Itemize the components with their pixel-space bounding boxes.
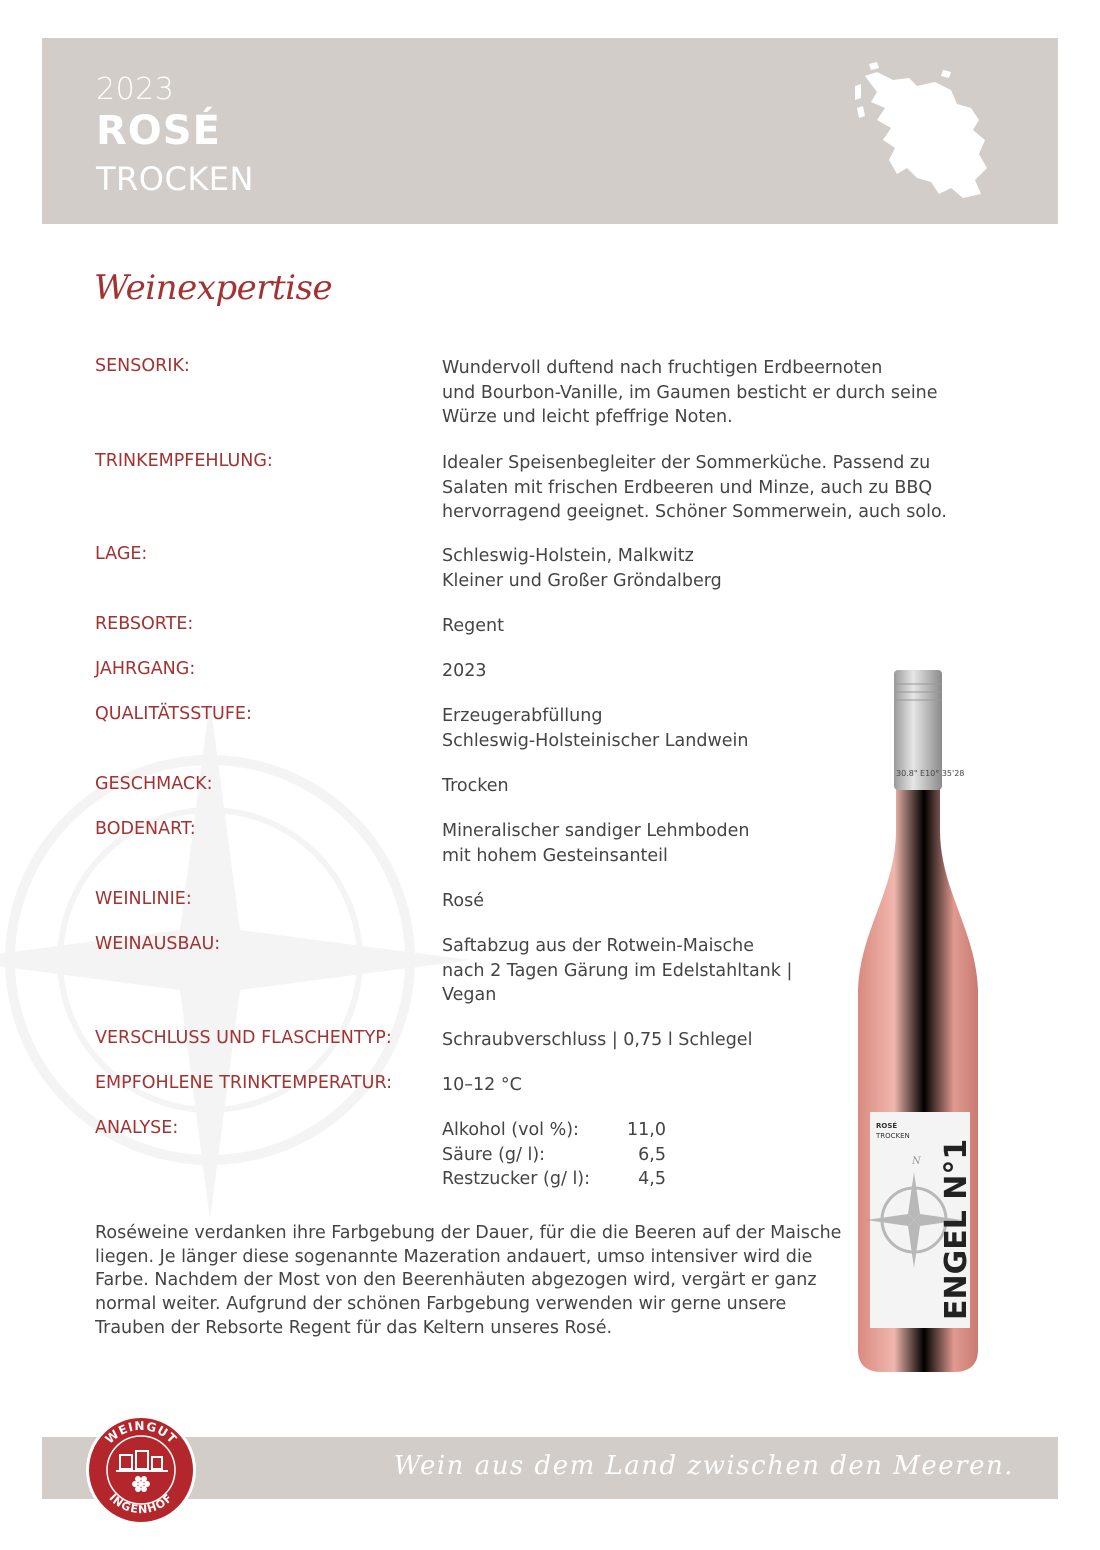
bottle-label-style: TROCKEN — [876, 1132, 910, 1140]
analysis-name: Alkohol (vol %): — [442, 1120, 579, 1140]
spec-label: REBSORTE: — [95, 614, 194, 634]
analysis-value: 11,0 — [627, 1120, 666, 1140]
spec-value: Rosé — [442, 891, 484, 911]
analysis-name: Restzucker (g/ l): — [442, 1169, 591, 1189]
spec-label: BODENART: — [95, 819, 196, 839]
spec-label: QUALITÄTSSTUFE: — [95, 704, 252, 724]
spec-value: Idealer Speisenbegleiter der Sommerküche. Passend zu Salaten mit frischen Erdbeeren und Minze, auch zu BBQ hervorragend geeignet. Schöner Sommerwein, auch solo. — [442, 453, 947, 522]
spec-value: Trocken — [442, 776, 509, 796]
seal-bottom-text: INGENHOF — [106, 1491, 176, 1517]
spec-value: 2023 — [442, 661, 487, 681]
analysis-row-restzucker — [442, 1167, 666, 1192]
bottle-compass-letter: N — [912, 1156, 921, 1167]
section-title: Weinexpertise — [94, 268, 333, 308]
header-band — [42, 38, 1058, 224]
cap-text: 30.8" E10° 35'28 — [896, 769, 965, 778]
spec-label: TRINKEMPFEHLUNG: — [95, 451, 273, 471]
spec-label: SENSORIK: — [95, 356, 190, 376]
analysis-value: 6,5 — [638, 1144, 666, 1165]
spec-value: Mineralischer sandiger Lehmboden mit hohem Gesteinsanteil — [442, 821, 750, 866]
spec-label: EMPFOHLENE TRINKTEMPERATUR: — [95, 1073, 392, 1093]
footer-slogan: Wein aus dem Land zwischen den Meeren. — [393, 1451, 1014, 1481]
spec-label: GESCHMACK: — [95, 774, 213, 794]
spec-label: VERSCHLUSS UND FLASCHENTYP: — [95, 1028, 392, 1048]
spec-value: 10–12 °C — [442, 1075, 522, 1095]
spec-label: WEINLINIE: — [95, 889, 192, 909]
compass-watermark-icon — [0, 680, 490, 1240]
spec-label: ANALYSE: — [95, 1118, 179, 1138]
spec-value: Erzeugerabfüllung Schleswig-Holsteinischer Landwein — [442, 706, 749, 751]
wine-style: TROCKEN — [96, 160, 254, 198]
analysis-row-alkohol — [442, 1118, 666, 1143]
winery-seal-logo — [84, 1413, 198, 1527]
bottle-label-wine: ROSÉ — [876, 1122, 898, 1130]
schleswig-holstein-map-icon — [847, 56, 997, 206]
spec-value: Regent — [442, 616, 504, 636]
vintage-year: 2023 — [96, 72, 175, 107]
analysis-value: 4,5 — [638, 1169, 666, 1189]
spec-value: Saftabzug aus der Rotwein-Maische nach 2 Tagen Gärung im Edelstahltank | Vegan — [442, 936, 793, 1005]
wine-bottle-image — [848, 660, 988, 1380]
spec-label: LAGE: — [95, 544, 148, 564]
analysis-table — [442, 1118, 666, 1192]
spec-value: Wundervoll duftend nach fruchtigen Erdbeernoten und Bourbon-Vanille, im Gaumen besticht er durch seine Würze und leicht pfeffrige Noten. — [442, 358, 938, 427]
spec-label: WEINAUSBAU: — [95, 934, 221, 954]
spec-value: Schleswig-Holstein, Malkwitz Kleiner und Großer Gröndalberg — [442, 546, 722, 591]
analysis-row-saeure — [442, 1143, 666, 1168]
description-paragraph: Roséweine verdanken ihre Farbgebung der Dauer, für die die Beeren auf der Maische liegen. Je länger diese sogenannte Mazeration andauert, umso intensiver wird die Farbe. Nachdem der Most von den Beerenhäuten abgezogen wird, vergärt er ganz normal weiter. Aufgrund der schönen Farbgebung verwenden wir gerne unsere Trauben der Rebsorte Regent für das Keltern unseres Rosé. — [95, 1223, 842, 1338]
spec-value: Schraubverschluss | 0,75 l Schlegel — [442, 1030, 753, 1050]
wine-name: ROSÉ — [96, 108, 221, 154]
spec-label: JAHRGANG: — [95, 659, 196, 679]
bottle-brand: ENGEL N°1 — [939, 1138, 974, 1320]
analysis-name: Säure (g/ l): — [442, 1144, 546, 1165]
seal-top-text: WEINGUT — [102, 1418, 180, 1447]
